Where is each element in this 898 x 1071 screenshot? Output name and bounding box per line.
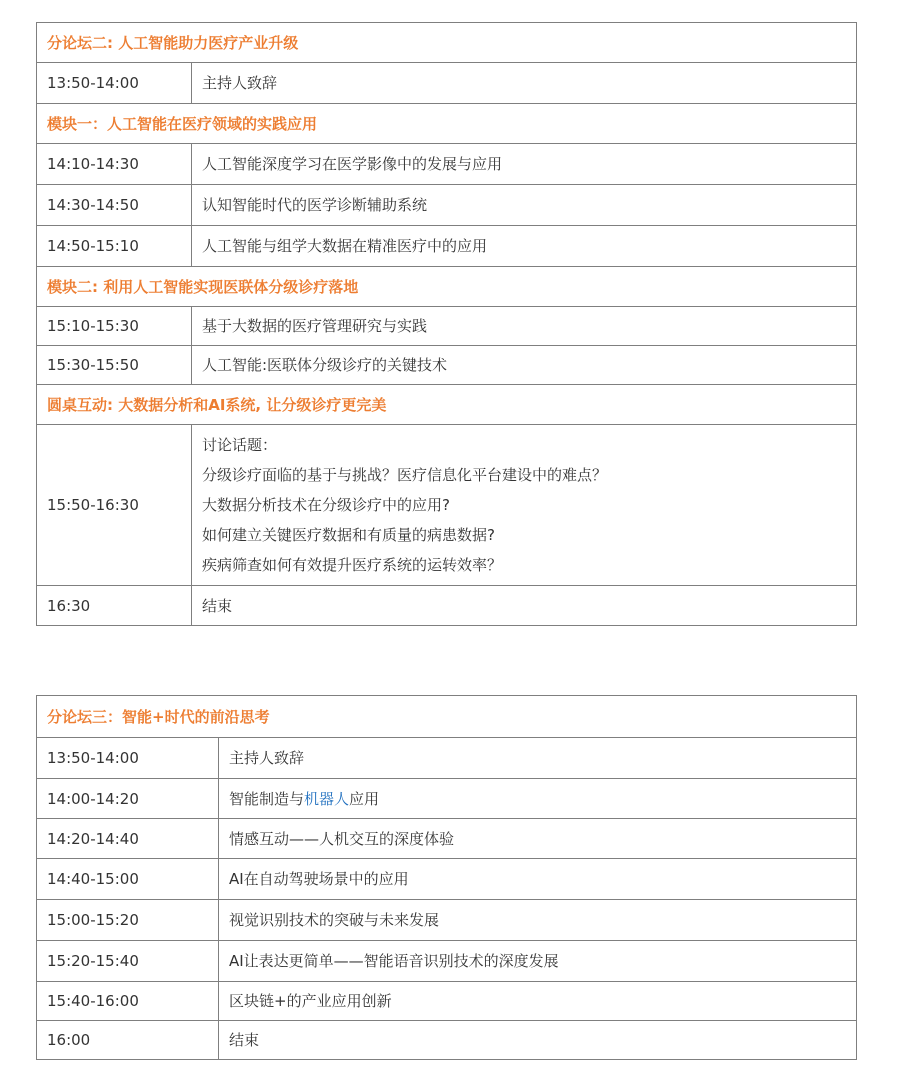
table-row	[37, 819, 857, 859]
topic-cell: 认知智能时代的医学诊断辅助系统	[192, 185, 857, 226]
module2-title: 模块二: 利用人工智能实现医联体分级诊疗落地	[37, 267, 857, 307]
table-row	[37, 226, 857, 267]
topic-cell: 主持人致辞	[219, 738, 857, 779]
time-cell: 15:20-15:40	[37, 941, 219, 982]
robot-keyword-link[interactable]: 机器人	[304, 789, 350, 808]
discussion-topic: 分级诊疗面临的基于与挑战？医疗信息化平台建设中的难点？	[202, 466, 608, 484]
forum2-table	[36, 22, 857, 626]
roundtable-title: 圆桌互动: 大数据分析和AI系统, 让分级诊疗更完美	[37, 385, 857, 425]
table-row	[37, 859, 857, 900]
forum3-table	[36, 695, 857, 1060]
topic-cell: 结束	[192, 586, 857, 626]
table-row	[37, 185, 857, 226]
time-cell: 14:40-15:00	[37, 859, 219, 900]
time-cell: 16:30	[37, 586, 192, 626]
topic-cell: 情感互动——人机交互的深度体验	[219, 819, 857, 859]
topic-cell: 区块链+的产业应用创新	[219, 982, 857, 1021]
table-row	[37, 738, 857, 779]
time-cell: 13:50-14:00	[37, 63, 192, 104]
table-row	[37, 900, 857, 941]
topic-cell: 人工智能与组学大数据在精准医疗中的应用	[192, 226, 857, 267]
topic-cell	[192, 425, 857, 586]
table-row	[37, 144, 857, 185]
table-row	[37, 1021, 857, 1060]
topic-text: 应用	[349, 789, 380, 808]
time-cell: 15:40-16:00	[37, 982, 219, 1021]
discussion-topic: 如何建立关键医疗数据和有质量的病患数据?	[202, 526, 495, 544]
forum3-title: 分论坛三：智能+时代的前沿思考	[37, 696, 857, 738]
table-row	[37, 63, 857, 104]
forum2-title: 分论坛二: 人工智能助力医疗产业升级	[37, 23, 857, 63]
time-cell: 14:30-14:50	[37, 185, 192, 226]
table-row	[37, 346, 857, 385]
table-row	[37, 307, 857, 346]
topic-cell: AI在自动驾驶场景中的应用	[219, 859, 857, 900]
time-cell: 15:10-15:30	[37, 307, 192, 346]
topic-cell: 基于大数据的医疗管理研究与实践	[192, 307, 857, 346]
module1-title: 模块一：人工智能在医疗领域的实践应用	[37, 104, 857, 144]
topic-cell: 人工智能:医联体分级诊疗的关键技术	[192, 346, 857, 385]
time-cell: 14:20-14:40	[37, 819, 219, 859]
time-cell: 14:50-15:10	[37, 226, 192, 267]
topic-cell: 结束	[219, 1021, 857, 1060]
topic-cell: 人工智能深度学习在医学影像中的发展与应用	[192, 144, 857, 185]
discussion-heading: 讨论话题：	[202, 436, 278, 454]
time-cell: 13:50-14:00	[37, 738, 219, 779]
table-row	[37, 941, 857, 982]
discussion-topic: 大数据分析技术在分级诊疗中的应用?	[202, 496, 450, 514]
time-cell: 15:50-16:30	[37, 425, 192, 586]
time-cell: 15:00-15:20	[37, 900, 219, 941]
table-row	[37, 425, 857, 586]
topic-cell: 主持人致辞	[192, 63, 857, 104]
topic-cell: 视觉识别技术的突破与未来发展	[219, 900, 857, 941]
time-cell: 14:10-14:30	[37, 144, 192, 185]
topic-cell	[219, 779, 857, 819]
topic-cell: AI让表达更简单——智能语音识别技术的深度发展	[219, 941, 857, 982]
topic-text: 智能制造与	[229, 789, 305, 808]
time-cell: 15:30-15:50	[37, 346, 192, 385]
table-row	[37, 982, 857, 1021]
time-cell: 14:00-14:20	[37, 779, 219, 819]
table-row	[37, 779, 857, 819]
discussion-topic: 疾病筛查如何有效提升医疗系统的运转效率？	[202, 556, 503, 574]
time-cell: 16:00	[37, 1021, 219, 1060]
table-row	[37, 586, 857, 626]
